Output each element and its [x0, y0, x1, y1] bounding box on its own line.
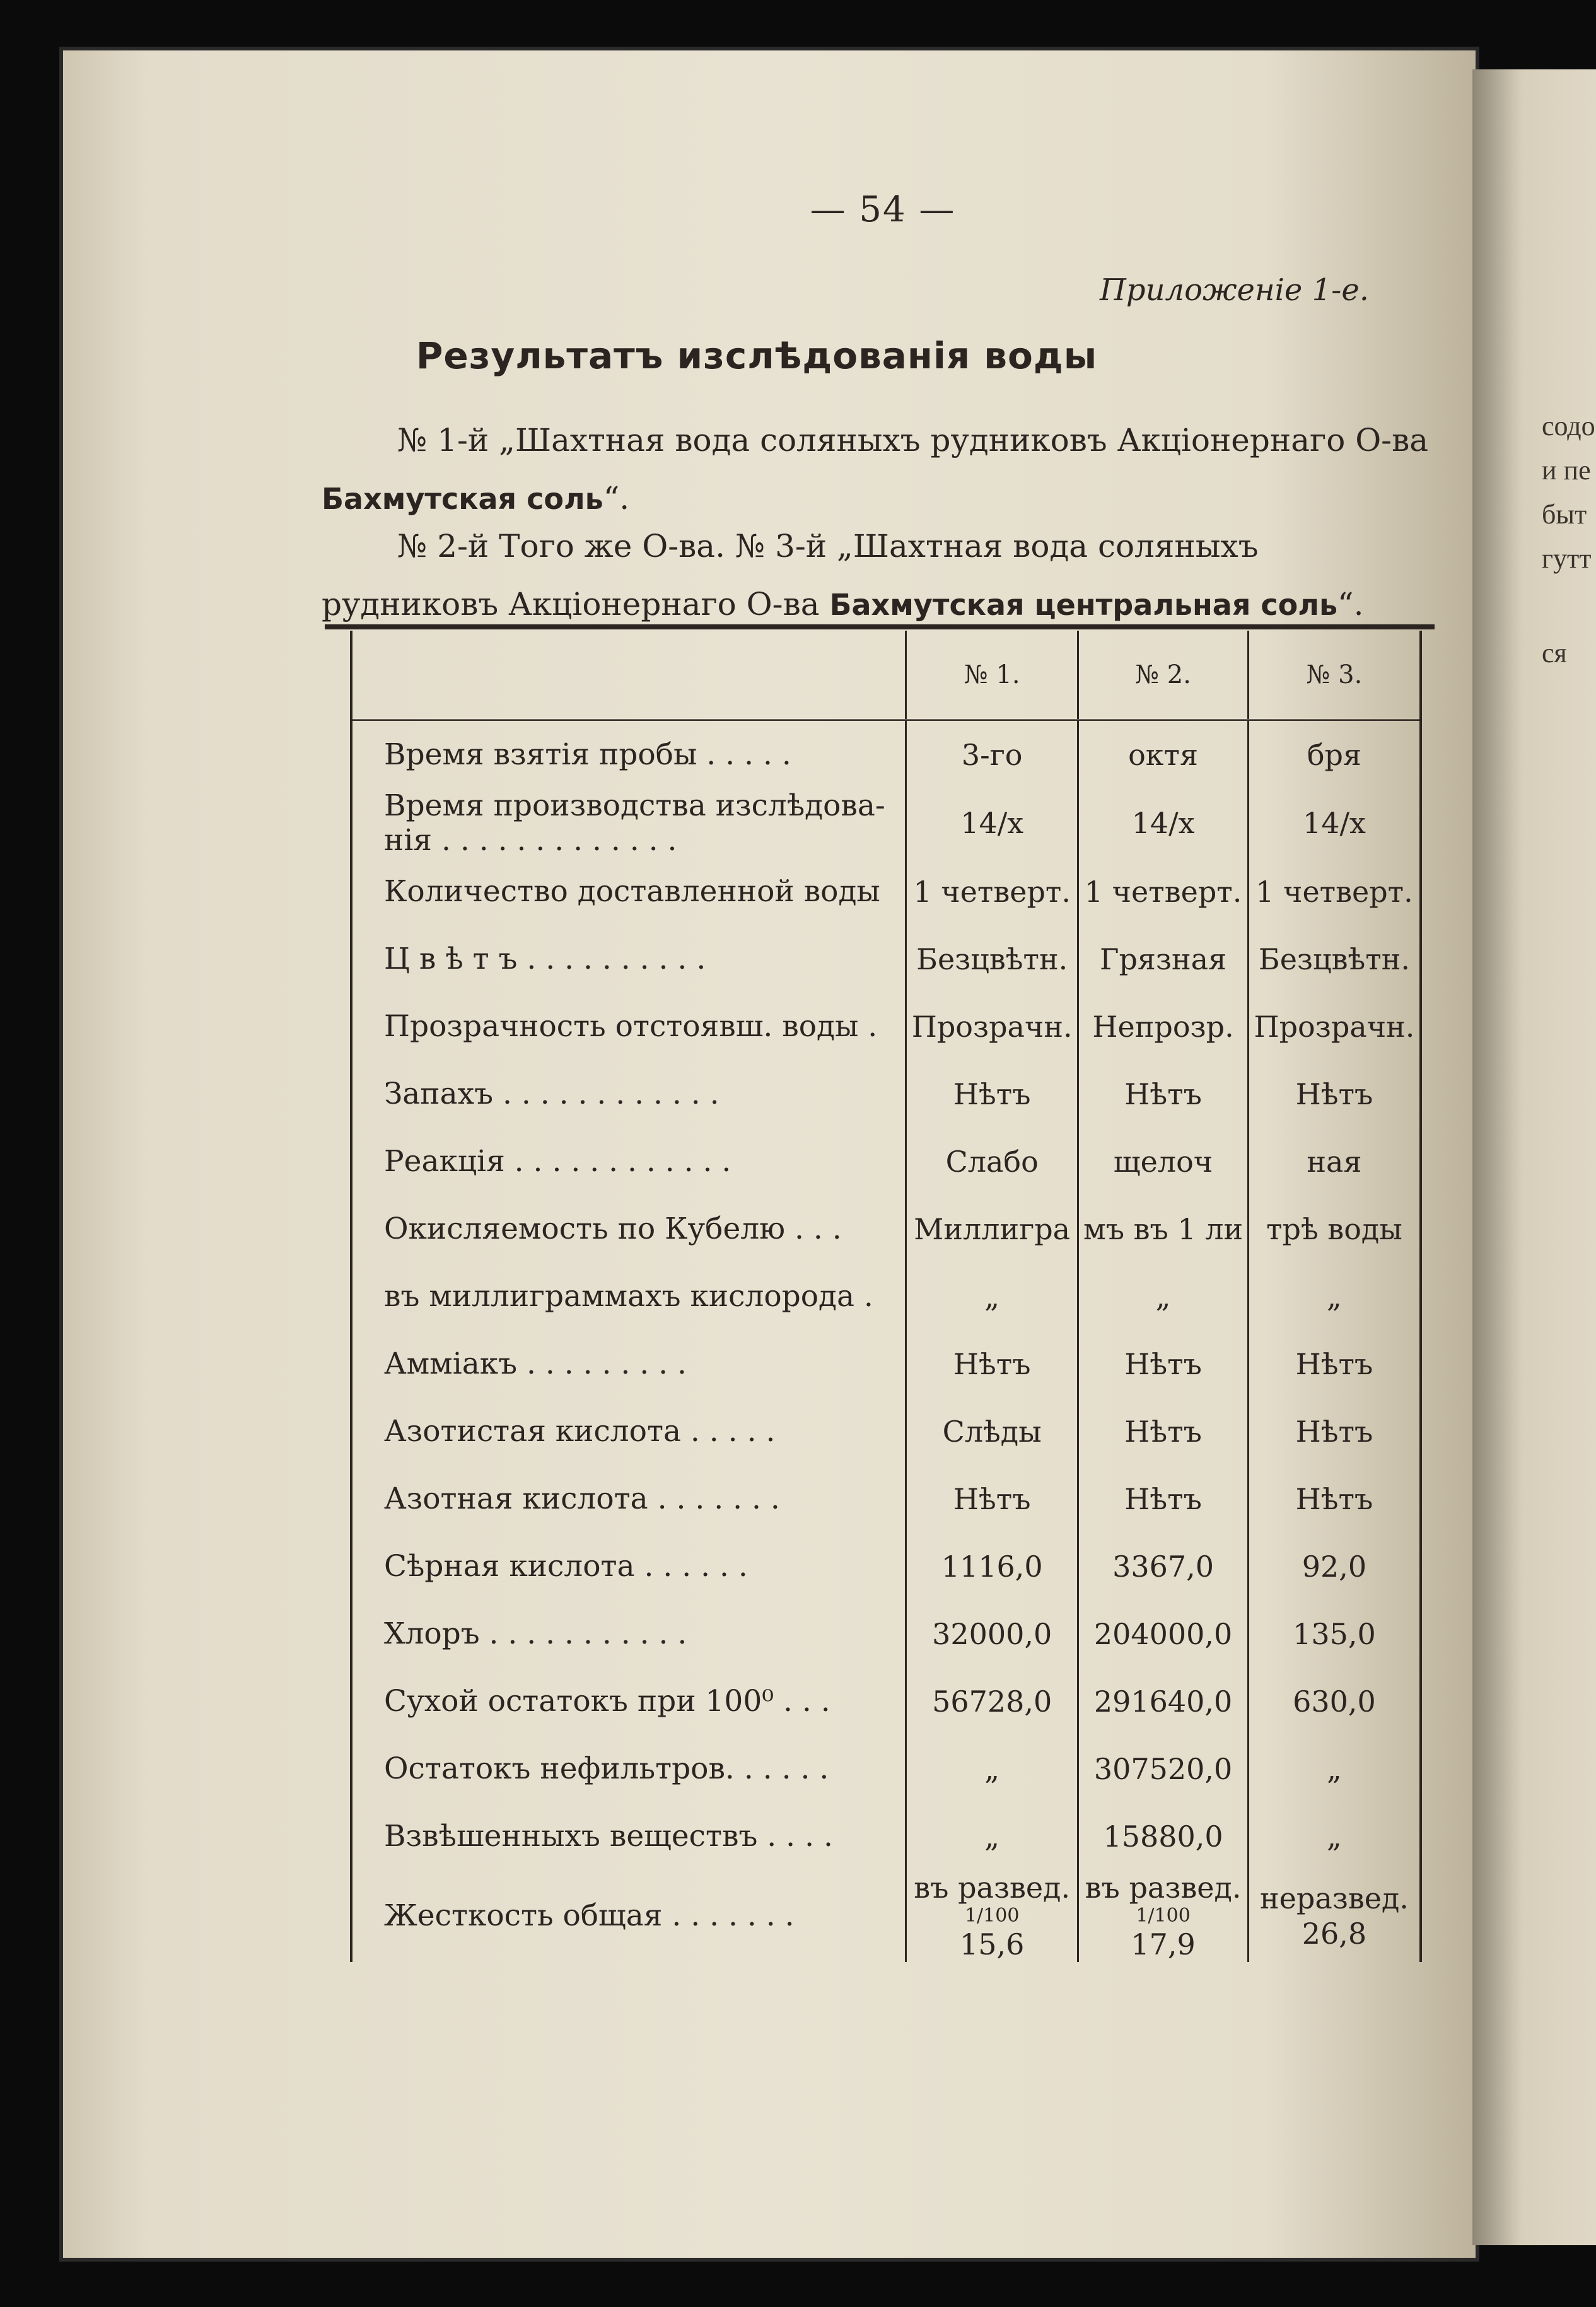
cell-sample-2	[1078, 1870, 1249, 1962]
cell-sample-3: Нѣтъ	[1248, 1060, 1421, 1128]
row-label: Количество доставленной воды	[351, 858, 906, 925]
cell-sample-3: 92,0	[1248, 1533, 1421, 1600]
cell-sample-3: Прозрачн.	[1248, 993, 1421, 1060]
cell-sample-3: Безцвѣтн.	[1248, 925, 1421, 993]
cell-sample-1: Нѣтъ	[906, 1330, 1078, 1398]
cell-sample-1: 1116,0	[906, 1533, 1078, 1600]
table-row	[351, 1465, 1421, 1533]
cell-sample-1: Слабо	[906, 1128, 1078, 1195]
results-table	[350, 631, 1422, 1962]
adjacent-text-fragment: и пе	[1542, 455, 1591, 486]
cell-sample-1: 14/x	[906, 788, 1078, 858]
cell-sample-2: 291640,0	[1078, 1667, 1249, 1735]
cell-sample-1: Прозрачн.	[906, 993, 1078, 1060]
hardness-value: 15,6	[959, 1927, 1025, 1961]
cell-sample-2: Нѣтъ	[1078, 1398, 1249, 1465]
cell-sample-3: Нѣтъ	[1248, 1465, 1421, 1533]
table-row	[351, 925, 1421, 993]
cell-sample-3: 1 четверт.	[1248, 858, 1421, 925]
page-title: Результатъ изслѣдованія воды	[416, 334, 1098, 377]
cell-sample-1: 3-го	[906, 720, 1078, 789]
cell-sample-1: Миллигра	[906, 1195, 1078, 1263]
dilution-note: въ развед.	[1085, 1871, 1242, 1905]
cell-sample-2: 15880,0	[1078, 1802, 1249, 1870]
cell-sample-1: 32000,0	[906, 1600, 1078, 1667]
row-label	[351, 1870, 906, 1962]
row-label: Азотная кислота . . . . . . .	[351, 1465, 906, 1533]
row-label: Сѣрная кислота . . . . . .	[351, 1533, 906, 1600]
cell-sample-3: Нѣтъ	[1248, 1398, 1421, 1465]
table-row	[351, 1802, 1421, 1870]
cell-sample-2: октя	[1078, 720, 1249, 789]
cell-sample-2: 3367,0	[1078, 1533, 1249, 1600]
cell-sample-1: Нѣтъ	[906, 1465, 1078, 1533]
adjacent-page-edge	[1472, 69, 1596, 2245]
hardness-value: 26,8	[1302, 1917, 1367, 1951]
table-row	[351, 1533, 1421, 1600]
column-header: № 2.	[1078, 631, 1249, 720]
page-number: — 54 —	[810, 189, 956, 230]
row-label: Время взятія пробы . . . . .	[351, 720, 906, 789]
table-row	[351, 1195, 1421, 1263]
cell-sample-2: Нѣтъ	[1078, 1060, 1249, 1128]
cell-sample-3: 14/x	[1248, 788, 1421, 858]
table-row	[351, 1667, 1421, 1735]
adjacent-text-fragment: ся	[1542, 638, 1567, 669]
table-header-row	[351, 631, 1421, 720]
cell-sample-1: Нѣтъ	[906, 1060, 1078, 1128]
intro-paragraph-1	[322, 411, 1444, 528]
appendix-label: Приложеніе 1-е.	[1100, 272, 1369, 308]
cell-sample-1: „	[906, 1263, 1078, 1330]
column-header: № 1.	[906, 631, 1078, 720]
cell-sample-1: 1 четверт.	[906, 858, 1078, 925]
table-row	[351, 1263, 1421, 1330]
cell-sample-2: „	[1078, 1263, 1249, 1330]
table-row	[351, 858, 1421, 925]
cell-sample-1: Слѣды	[906, 1398, 1078, 1465]
cell-sample-2: Нѣтъ	[1078, 1465, 1249, 1533]
table-top-rule	[325, 624, 1435, 629]
cell-sample-3: бря	[1248, 720, 1421, 789]
intro-text: “.	[603, 480, 630, 517]
row-label: Сухой остатокъ при 100⁰ . . .	[351, 1667, 906, 1735]
cell-sample-2: 1 четверт.	[1078, 858, 1249, 925]
row-label: Взвѣшенныхъ веществъ . . . .	[351, 1802, 906, 1870]
cell-sample-2: Непрозр.	[1078, 993, 1249, 1060]
cell-sample-3: „	[1248, 1802, 1421, 1870]
table-row	[351, 993, 1421, 1060]
cell-sample-3: ная	[1248, 1128, 1421, 1195]
cell-sample-2: 307520,0	[1078, 1735, 1249, 1802]
hardness-value: 17,9	[1131, 1927, 1196, 1961]
intro-text: № 2-й Того же О-ва. № 3-й „Шахтная вода соляныхъ рудниковъ Акціонернаго О-ва	[322, 528, 1259, 622]
cell-sample-2: 204000,0	[1078, 1600, 1249, 1667]
table-row	[351, 788, 1421, 858]
cell-sample-2: мъ въ 1 ли	[1078, 1195, 1249, 1263]
adjacent-text-fragment: быт	[1542, 499, 1587, 530]
intro-bold-name: Бахмутская центральная соль	[829, 588, 1338, 622]
table-row	[351, 1060, 1421, 1128]
table-row	[351, 1398, 1421, 1465]
intro-paragraph-2	[322, 517, 1444, 634]
cell-sample-2: Грязная	[1078, 925, 1249, 993]
cell-sample-1	[906, 1870, 1078, 1962]
cell-sample-3: „	[1248, 1735, 1421, 1802]
row-label: Амміакъ . . . . . . . . .	[351, 1330, 906, 1398]
intro-bold-name: Бахмутская соль	[322, 482, 603, 516]
row-label: Время производства изслѣдова-нія . . . . . . . . . . . . .	[351, 788, 906, 858]
table-row-hardness	[351, 1870, 1421, 1962]
dilution-fraction: 1/100	[1136, 1905, 1191, 1927]
adjacent-text-fragment: гутт	[1542, 543, 1592, 574]
cell-sample-2: щелоч	[1078, 1128, 1249, 1195]
row-label: Остатокъ нефильтров. . . . . .	[351, 1735, 906, 1802]
dilution-note: въ развед.	[914, 1871, 1071, 1905]
cell-sample-3: трѣ воды	[1248, 1195, 1421, 1263]
intro-text: “.	[1337, 586, 1364, 622]
table-body	[351, 720, 1421, 1963]
cell-sample-3: 135,0	[1248, 1600, 1421, 1667]
row-label: въ миллиграммахъ кислорода .	[351, 1263, 906, 1330]
cell-sample-3: 630,0	[1248, 1667, 1421, 1735]
row-label: Окисляемость по Кубелю . . .	[351, 1195, 906, 1263]
hardness-label: Жесткость общая . . . . . . .	[384, 1898, 795, 1933]
cell-sample-3: „	[1248, 1263, 1421, 1330]
cell-sample-1: 56728,0	[906, 1667, 1078, 1735]
cell-sample-2: Нѣтъ	[1078, 1330, 1249, 1398]
cell-sample-3	[1248, 1870, 1421, 1962]
row-label: Прозрачность отстоявш. воды .	[351, 993, 906, 1060]
row-label: Запахъ . . . . . . . . . . . .	[351, 1060, 906, 1128]
table-row	[351, 1600, 1421, 1667]
cell-sample-3: Нѣтъ	[1248, 1330, 1421, 1398]
table-row	[351, 1330, 1421, 1398]
table-row	[351, 1735, 1421, 1802]
adjacent-text-fragment: содо	[1542, 411, 1595, 441]
table-row	[351, 1128, 1421, 1195]
intro-text: № 1-й „Шахтная вода соляныхъ рудниковъ Акціонернаго О-ва	[397, 422, 1429, 458]
column-header: № 3.	[1248, 631, 1421, 720]
cell-sample-1: Безцвѣтн.	[906, 925, 1078, 993]
table-row	[351, 720, 1421, 789]
row-label: Хлоръ . . . . . . . . . . .	[351, 1600, 906, 1667]
row-label: Азотистая кислота . . . . .	[351, 1398, 906, 1465]
row-label: Ц в ѣ т ъ . . . . . . . . . .	[351, 925, 906, 993]
cell-sample-1: „	[906, 1802, 1078, 1870]
dilution-fraction: 1/100	[964, 1905, 1020, 1927]
cell-sample-2: 14/x	[1078, 788, 1249, 858]
cell-sample-1: „	[906, 1735, 1078, 1802]
dilution-note: неразвед.	[1259, 1881, 1409, 1915]
row-label: Реакція . . . . . . . . . . . .	[351, 1128, 906, 1195]
header-empty	[351, 631, 906, 720]
